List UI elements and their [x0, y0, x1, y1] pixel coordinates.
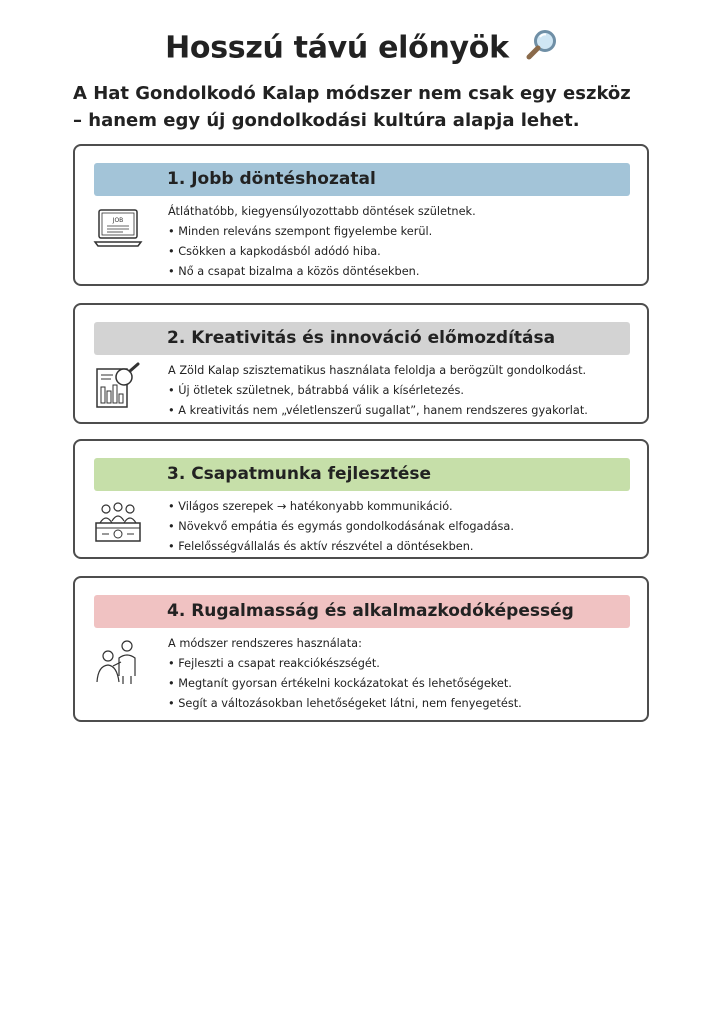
- subtitle-line-2: – hanem egy új gondolkodási kultúra alapja lehet.: [73, 110, 580, 131]
- card-1-line: • Csökken a kapkodásból adódó hiba.: [168, 245, 381, 258]
- card-4-line: A módszer rendszeres használata:: [168, 637, 362, 650]
- card-2-body: [168, 361, 646, 421]
- page-title-text: Hosszú távú előnyök: [165, 30, 509, 66]
- card-3-body: [168, 497, 646, 557]
- team-panel-icon: [93, 499, 143, 549]
- document-magnifier-icon: [93, 361, 143, 411]
- card-3-header: [94, 458, 630, 491]
- card-1-line: • Minden releváns szempont figyelembe kerül.: [168, 225, 433, 238]
- card-1-heading: 1. Jobb döntéshozatal: [167, 169, 376, 189]
- card-2-header: [94, 322, 630, 355]
- svg-text:JOB: JOB: [112, 217, 124, 224]
- laptop-job-icon: [93, 204, 143, 254]
- card-1-line: Átláthatóbb, kiegyensúlyozottabb döntések születnek.: [168, 205, 476, 218]
- card-3-line: • Növekvő empátia és egymás gondolkodásának elfogadása.: [168, 520, 514, 533]
- benefit-card-4: [73, 576, 649, 722]
- discussion-people-icon: [93, 636, 143, 686]
- benefit-card-1: [73, 144, 649, 286]
- card-2-line: • Új ötletek születnek, bátrabbá válik a kísérletezés.: [168, 384, 464, 397]
- card-2-heading: 2. Kreativitás és innováció előmozdítása: [167, 328, 556, 348]
- card-3-line: • Felelősségvállalás és aktív részvétel a döntésekben.: [168, 540, 474, 553]
- card-4-line: • Megtanít gyorsan értékelni kockázatokat és lehetőségeket.: [168, 677, 512, 690]
- card-4-header: [94, 595, 630, 628]
- card-1-line: • Nő a csapat bizalma a közös döntésekben.: [168, 265, 420, 278]
- card-4-body: [168, 634, 646, 714]
- card-3-heading: 3. Csapatmunka fejlesztése: [167, 464, 432, 484]
- magnifier-icon: [525, 28, 559, 70]
- card-4-line: • Fejleszti a csapat reakciókészségét.: [168, 657, 380, 670]
- card-4-line: • Segít a változásokban lehetőségeket látni, nem fenyegetést.: [168, 697, 522, 710]
- card-2-line: • A kreativitás nem „véletlenszerű sugallat”, hanem rendszeres gyakorlat.: [168, 404, 588, 417]
- subtitle: [73, 80, 653, 134]
- subtitle-line-1: A Hat Gondolkodó Kalap módszer nem csak egy eszköz: [73, 83, 631, 104]
- card-1-body: [168, 202, 646, 282]
- benefit-card-2: [73, 303, 649, 424]
- benefit-card-3: [73, 439, 649, 559]
- card-4-heading: 4. Rugalmasság és alkalmazkodóképesség: [167, 601, 574, 621]
- card-2-line: A Zöld Kalap szisztematikus használata feloldja a berögzült gondolkodást.: [168, 364, 587, 377]
- page-title: [0, 28, 724, 70]
- card-1-header: [94, 163, 630, 196]
- card-3-line: • Világos szerepek → hatékonyabb kommunikáció.: [168, 500, 453, 513]
